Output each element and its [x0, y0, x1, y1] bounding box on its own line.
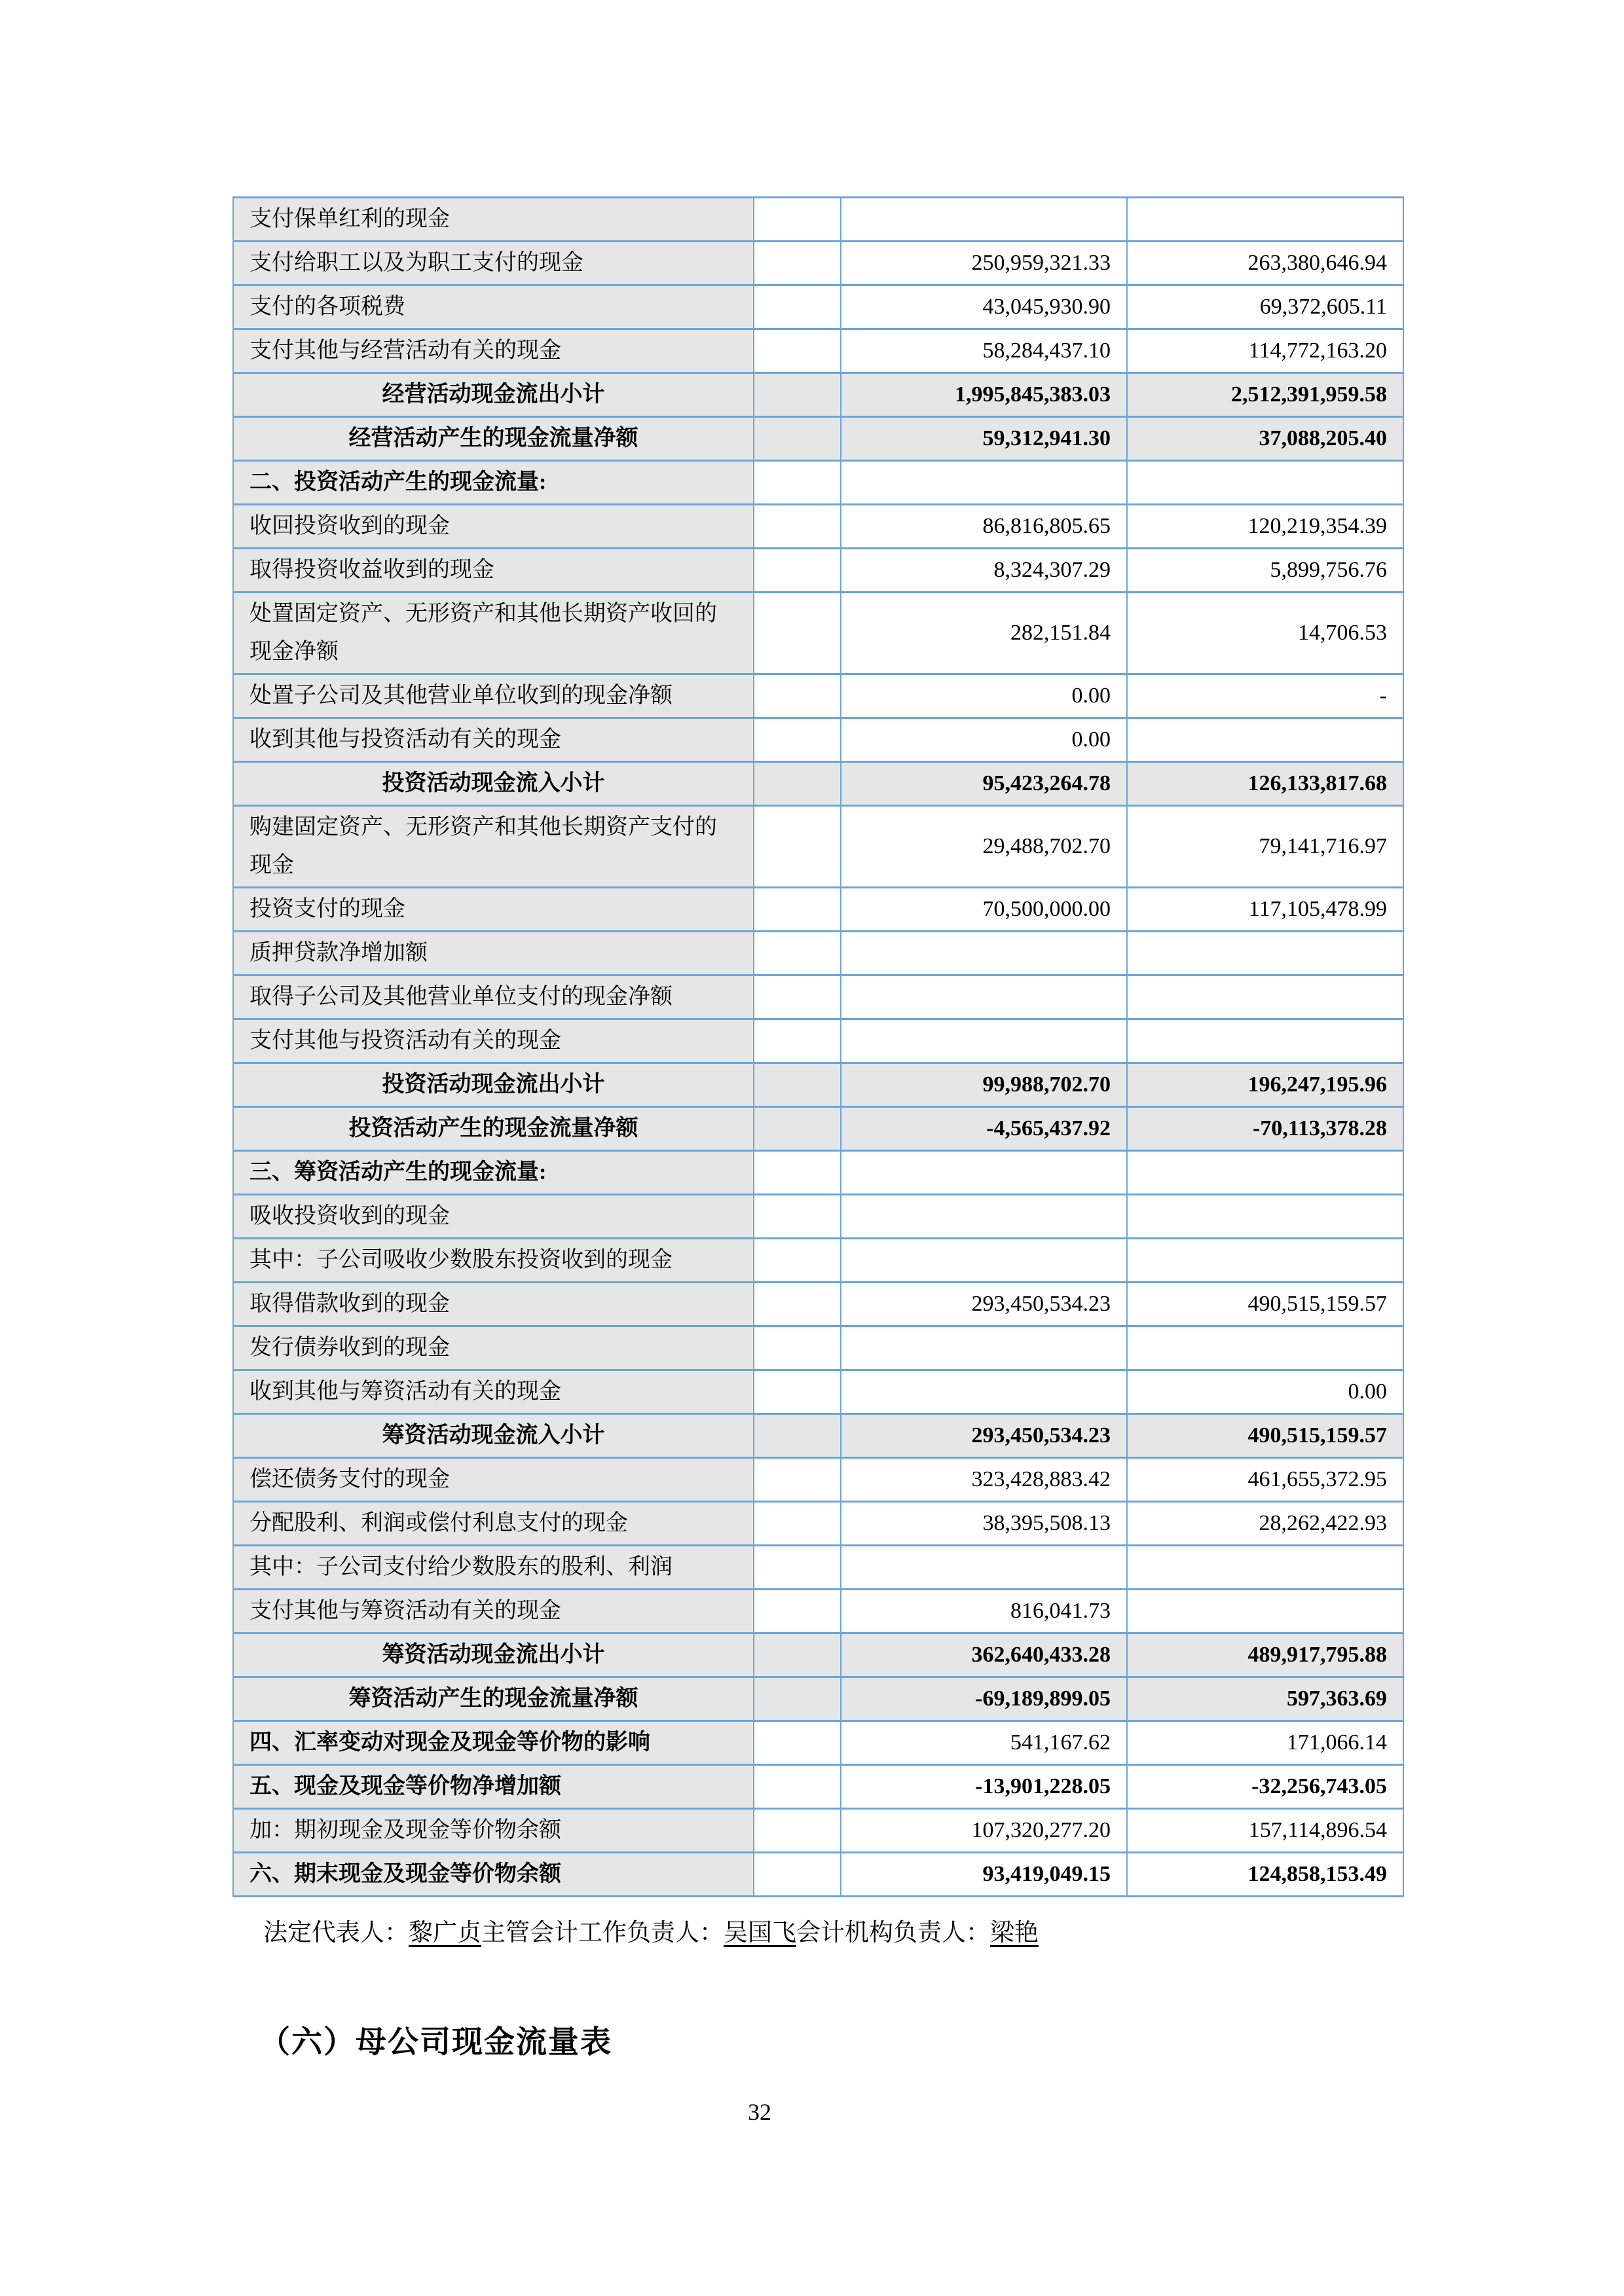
current-period-value-cell: 86,816,805.65 — [841, 505, 1127, 549]
page-number: 32 — [748, 2099, 771, 2125]
legal-representative-label: 法定代表人： — [263, 1920, 409, 1946]
current-period-value-cell: -69,189,899.05 — [841, 1677, 1127, 1721]
note-cell — [754, 1590, 841, 1633]
row-label-cell: 加：期初现金及现金等价物余额 — [233, 1809, 754, 1853]
prior-period-value-cell: 114,772,163.20 — [1127, 329, 1403, 373]
current-period-value-cell: 107,320,277.20 — [841, 1809, 1127, 1853]
current-period-value-cell — [841, 1546, 1127, 1590]
prior-period-value-cell: 37,088,205.40 — [1127, 417, 1403, 461]
table-row — [233, 1107, 1403, 1151]
current-period-value-cell — [841, 1239, 1127, 1283]
current-period-value-cell: 250,959,321.33 — [841, 242, 1127, 285]
note-cell — [754, 1107, 841, 1151]
signature-line — [263, 1915, 1039, 1952]
prior-period-value-cell — [1127, 1239, 1403, 1283]
table-row — [233, 329, 1403, 373]
current-period-value-cell: 38,395,508.13 — [841, 1502, 1127, 1546]
accounting-head-name: 梁艳 — [990, 1920, 1039, 1946]
table-row — [233, 1063, 1403, 1107]
table-row — [233, 198, 1403, 242]
row-label-cell: 支付的各项税费 — [233, 285, 754, 329]
table-row — [233, 549, 1403, 592]
current-period-value-cell — [841, 975, 1127, 1019]
current-period-value-cell: 323,428,883.42 — [841, 1458, 1127, 1502]
prior-period-value-cell: 2,512,391,959.58 — [1127, 373, 1403, 417]
current-period-value-cell: 70,500,000.00 — [841, 888, 1127, 932]
row-label-cell: 收到其他与筹资活动有关的现金 — [233, 1370, 754, 1414]
prior-period-value-cell: - — [1127, 674, 1403, 718]
current-period-value-cell: 0.00 — [841, 674, 1127, 718]
row-label-cell: 处置固定资产、无形资产和其他长期资产收回的现金净额 — [233, 592, 754, 674]
prior-period-value-cell: 597,363.69 — [1127, 1677, 1403, 1721]
current-period-value-cell — [841, 1195, 1127, 1239]
current-period-value-cell: -4,565,437.92 — [841, 1107, 1127, 1151]
table-row — [233, 888, 1403, 932]
current-period-value-cell — [841, 1151, 1127, 1195]
prior-period-value-cell — [1127, 1326, 1403, 1370]
table-row — [233, 461, 1403, 505]
row-label-cell: 筹资活动现金流入小计 — [233, 1414, 754, 1458]
note-cell — [754, 1809, 841, 1853]
prior-period-value-cell: 263,380,646.94 — [1127, 242, 1403, 285]
current-period-value-cell — [841, 461, 1127, 505]
note-cell — [754, 1063, 841, 1107]
table-row — [233, 505, 1403, 549]
table-row — [233, 1765, 1403, 1809]
note-cell — [754, 1502, 841, 1546]
note-cell — [754, 1019, 841, 1063]
prior-period-value-cell: 69,372,605.11 — [1127, 285, 1403, 329]
row-label-cell: 支付其他与筹资活动有关的现金 — [233, 1590, 754, 1633]
note-cell — [754, 806, 841, 888]
table-row — [233, 674, 1403, 718]
row-label-cell: 偿还债务支付的现金 — [233, 1458, 754, 1502]
prior-period-value-cell: 171,066.14 — [1127, 1721, 1403, 1765]
current-period-value-cell: 93,419,049.15 — [841, 1853, 1127, 1897]
prior-period-value-cell: 117,105,478.99 — [1127, 888, 1403, 932]
table-row — [233, 1590, 1403, 1633]
prior-period-value-cell: 124,858,153.49 — [1127, 1853, 1403, 1897]
current-period-value-cell: 1,995,845,383.03 — [841, 373, 1127, 417]
note-cell — [754, 285, 841, 329]
row-label-cell: 二、投资活动产生的现金流量: — [233, 461, 754, 505]
prior-period-value-cell — [1127, 461, 1403, 505]
prior-period-value-cell: 196,247,195.96 — [1127, 1063, 1403, 1107]
prior-period-value-cell: 5,899,756.76 — [1127, 549, 1403, 592]
accounting-head-label: 会计机构负责人： — [796, 1920, 990, 1946]
row-label-cell: 吸收投资收到的现金 — [233, 1195, 754, 1239]
table-row — [233, 1195, 1403, 1239]
next-section-heading: （六）母公司现金流量表 — [259, 2026, 612, 2060]
row-label-cell: 筹资活动产生的现金流量净额 — [233, 1677, 754, 1721]
prior-period-value-cell: 490,515,159.57 — [1127, 1414, 1403, 1458]
prior-period-value-cell — [1127, 932, 1403, 975]
prior-period-value-cell: 28,262,422.93 — [1127, 1502, 1403, 1546]
table-row — [233, 1151, 1403, 1195]
prior-period-value-cell: 79,141,716.97 — [1127, 806, 1403, 888]
row-label-cell: 六、期末现金及现金等价物余额 — [233, 1853, 754, 1897]
current-period-value-cell: 0.00 — [841, 718, 1127, 762]
current-period-value-cell: 95,423,264.78 — [841, 762, 1127, 806]
row-label-cell: 质押贷款净增加额 — [233, 932, 754, 975]
prior-period-value-cell — [1127, 198, 1403, 242]
row-label-cell: 五、现金及现金等价物净增加额 — [233, 1765, 754, 1809]
current-period-value-cell — [841, 1370, 1127, 1414]
row-label-cell: 投资活动产生的现金流量净额 — [233, 1107, 754, 1151]
prior-period-value-cell — [1127, 1151, 1403, 1195]
note-cell — [754, 674, 841, 718]
table-row — [233, 1853, 1403, 1897]
note-cell — [754, 1414, 841, 1458]
chief-accountant-name: 吴国飞 — [724, 1920, 796, 1946]
row-label-cell: 收回投资收到的现金 — [233, 505, 754, 549]
note-cell — [754, 888, 841, 932]
table-row — [233, 806, 1403, 888]
row-label-cell: 取得子公司及其他营业单位支付的现金净额 — [233, 975, 754, 1019]
row-label-cell: 投资活动现金流入小计 — [233, 762, 754, 806]
note-cell — [754, 1721, 841, 1765]
row-label-cell: 经营活动现金流出小计 — [233, 373, 754, 417]
prior-period-value-cell: 490,515,159.57 — [1127, 1283, 1403, 1326]
current-period-value-cell — [841, 932, 1127, 975]
row-label-cell: 支付其他与投资活动有关的现金 — [233, 1019, 754, 1063]
prior-period-value-cell — [1127, 718, 1403, 762]
row-label-cell: 经营活动产生的现金流量净额 — [233, 417, 754, 461]
note-cell — [754, 549, 841, 592]
current-period-value-cell: 293,450,534.23 — [841, 1414, 1127, 1458]
current-period-value-cell: 816,041.73 — [841, 1590, 1127, 1633]
prior-period-value-cell — [1127, 975, 1403, 1019]
note-cell — [754, 1151, 841, 1195]
note-cell — [754, 1283, 841, 1326]
table-row — [233, 1546, 1403, 1590]
table-row — [233, 1633, 1403, 1677]
row-label-cell: 投资支付的现金 — [233, 888, 754, 932]
prior-period-value-cell — [1127, 1195, 1403, 1239]
table-row — [233, 975, 1403, 1019]
table-row — [233, 762, 1403, 806]
table-row — [233, 718, 1403, 762]
table-row — [233, 1414, 1403, 1458]
note-cell — [754, 373, 841, 417]
current-period-value-cell: -13,901,228.05 — [841, 1765, 1127, 1809]
row-label-cell: 发行债券收到的现金 — [233, 1326, 754, 1370]
prior-period-value-cell: 120,219,354.39 — [1127, 505, 1403, 549]
table-row — [233, 932, 1403, 975]
table-row — [233, 285, 1403, 329]
current-period-value-cell — [841, 1326, 1127, 1370]
table-row — [233, 417, 1403, 461]
row-label-cell: 筹资活动现金流出小计 — [233, 1633, 754, 1677]
table-row — [233, 242, 1403, 285]
table-row — [233, 1283, 1403, 1326]
chief-accountant-label: 主管会计工作负责人： — [481, 1920, 724, 1946]
prior-period-value-cell: 157,114,896.54 — [1127, 1809, 1403, 1853]
row-label-cell: 四、汇率变动对现金及现金等价物的影响 — [233, 1721, 754, 1765]
current-period-value-cell: 362,640,433.28 — [841, 1633, 1127, 1677]
cashflow-table-body — [233, 198, 1403, 1897]
row-label-cell: 支付其他与经营活动有关的现金 — [233, 329, 754, 373]
table-row — [233, 373, 1403, 417]
prior-period-value-cell: 461,655,372.95 — [1127, 1458, 1403, 1502]
note-cell — [754, 1458, 841, 1502]
note-cell — [754, 1765, 841, 1809]
current-period-value-cell: 282,151.84 — [841, 592, 1127, 674]
current-period-value-cell — [841, 198, 1127, 242]
current-period-value-cell: 99,988,702.70 — [841, 1063, 1127, 1107]
prior-period-value-cell: 0.00 — [1127, 1370, 1403, 1414]
prior-period-value-cell: 14,706.53 — [1127, 592, 1403, 674]
row-label-cell: 投资活动现金流出小计 — [233, 1063, 754, 1107]
row-label-cell: 其中：子公司吸收少数股东投资收到的现金 — [233, 1239, 754, 1283]
current-period-value-cell — [841, 1019, 1127, 1063]
row-label-cell: 分配股利、利润或偿付利息支付的现金 — [233, 1502, 754, 1546]
prior-period-value-cell: -32,256,743.05 — [1127, 1765, 1403, 1809]
note-cell — [754, 1370, 841, 1414]
note-cell — [754, 1326, 841, 1370]
note-cell — [754, 1633, 841, 1677]
note-cell — [754, 1677, 841, 1721]
note-cell — [754, 198, 841, 242]
row-label-cell: 取得借款收到的现金 — [233, 1283, 754, 1326]
note-cell — [754, 1239, 841, 1283]
note-cell — [754, 975, 841, 1019]
note-cell — [754, 1853, 841, 1897]
current-period-value-cell: 293,450,534.23 — [841, 1283, 1127, 1326]
row-label-cell: 三、筹资活动产生的现金流量: — [233, 1151, 754, 1195]
table-row — [233, 1721, 1403, 1765]
table-row — [233, 1677, 1403, 1721]
legal-representative-name: 黎广贞 — [409, 1920, 481, 1946]
current-period-value-cell: 43,045,930.90 — [841, 285, 1127, 329]
note-cell — [754, 718, 841, 762]
note-cell — [754, 592, 841, 674]
cashflow-table — [232, 196, 1404, 1897]
note-cell — [754, 1546, 841, 1590]
note-cell — [754, 242, 841, 285]
row-label-cell: 购建固定资产、无形资产和其他长期资产支付的现金 — [233, 806, 754, 888]
prior-period-value-cell: 489,917,795.88 — [1127, 1633, 1403, 1677]
prior-period-value-cell: -70,113,378.28 — [1127, 1107, 1403, 1151]
note-cell — [754, 932, 841, 975]
table-row — [233, 1239, 1403, 1283]
current-period-value-cell: 8,324,307.29 — [841, 549, 1127, 592]
table-row — [233, 1458, 1403, 1502]
row-label-cell: 处置子公司及其他营业单位收到的现金净额 — [233, 674, 754, 718]
row-label-cell: 其中：子公司支付给少数股东的股利、利润 — [233, 1546, 754, 1590]
current-period-value-cell: 58,284,437.10 — [841, 329, 1127, 373]
current-period-value-cell: 59,312,941.30 — [841, 417, 1127, 461]
note-cell — [754, 505, 841, 549]
note-cell — [754, 1195, 841, 1239]
row-label-cell: 支付给职工以及为职工支付的现金 — [233, 242, 754, 285]
table-row — [233, 1326, 1403, 1370]
prior-period-value-cell: 126,133,817.68 — [1127, 762, 1403, 806]
row-label-cell: 收到其他与投资活动有关的现金 — [233, 718, 754, 762]
row-label-cell: 取得投资收益收到的现金 — [233, 549, 754, 592]
table-row — [233, 1502, 1403, 1546]
note-cell — [754, 461, 841, 505]
prior-period-value-cell — [1127, 1590, 1403, 1633]
current-period-value-cell: 541,167.62 — [841, 1721, 1127, 1765]
table-row — [233, 1809, 1403, 1853]
note-cell — [754, 329, 841, 373]
current-period-value-cell: 29,488,702.70 — [841, 806, 1127, 888]
prior-period-value-cell — [1127, 1546, 1403, 1590]
prior-period-value-cell — [1127, 1019, 1403, 1063]
table-row — [233, 1370, 1403, 1414]
note-cell — [754, 417, 841, 461]
row-label-cell: 支付保单红利的现金 — [233, 198, 754, 242]
note-cell — [754, 762, 841, 806]
table-row — [233, 1019, 1403, 1063]
table-row — [233, 592, 1403, 674]
